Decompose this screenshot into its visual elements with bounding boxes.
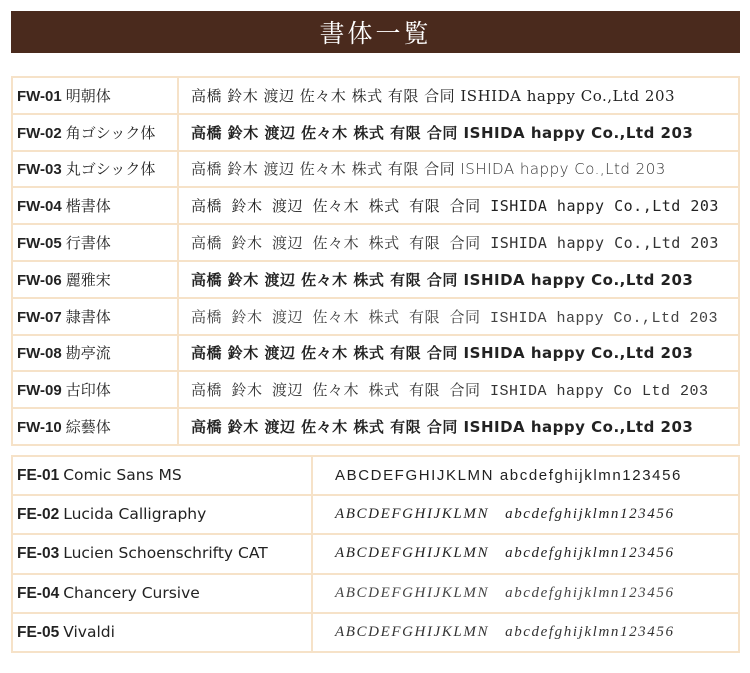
table-row <box>12 187 739 224</box>
table-row <box>12 408 739 445</box>
font-name: 丸ゴシック体 <box>65 160 156 179</box>
font-code: FW-04 <box>17 198 62 216</box>
font-label-cell <box>12 371 178 408</box>
font-code: FW-06 <box>17 271 62 289</box>
table-row <box>12 114 739 151</box>
font-name: 隷書体 <box>65 307 111 326</box>
font-sample: ABCDEFGHIJKLMN abcdefghijklmn123456 <box>312 574 739 613</box>
english-font-table <box>11 455 740 653</box>
table-row <box>12 534 739 573</box>
font-sample: 高橋 鈴木 渡辺 佐々木 株式 有限 合同 ISHIDA happy Co Ltd 203 <box>178 371 739 408</box>
page-header <box>11 11 740 53</box>
font-name: 楷書体 <box>65 197 111 216</box>
font-code: FE-05 <box>17 623 60 641</box>
font-name: Lucien Schoenschrifty CAT <box>63 544 268 563</box>
font-label-cell <box>12 613 312 652</box>
font-name: 明朝体 <box>65 86 111 105</box>
font-label-cell <box>12 534 312 573</box>
table-row <box>12 224 739 261</box>
font-label-cell <box>12 151 178 188</box>
font-code: FW-05 <box>17 235 62 253</box>
font-label-cell <box>12 77 178 114</box>
font-sample: 高橋 鈴木 渡辺 佐々木 株式 有限 合同 ISHIDA happy Co.,Ltd 203 <box>178 187 739 224</box>
font-sample: ABCDEFGHIJKLMN abcdefghijklmn123456 <box>312 495 739 534</box>
font-label-cell <box>12 495 312 534</box>
font-sample: 高橋 鈴木 渡辺 佐々木 株式 有限 合同 ISHIDA happy Co.,Ltd 203 <box>178 261 739 298</box>
table-row <box>12 298 739 335</box>
table-row <box>12 574 739 613</box>
font-label-cell <box>12 335 178 372</box>
font-label-cell <box>12 408 178 445</box>
font-code: FE-02 <box>17 506 60 524</box>
font-code: FW-02 <box>17 124 62 142</box>
font-sample: 高橋 鈴木 渡辺 佐々木 株式 有限 合同 ISHIDA happy Co.,Ltd 203 <box>178 335 739 372</box>
font-code: FW-10 <box>17 419 62 437</box>
table-row <box>12 261 739 298</box>
font-label-cell <box>12 261 178 298</box>
font-label-cell <box>12 224 178 261</box>
table-row <box>12 371 739 408</box>
font-sample: 高橋 鈴木 渡辺 佐々木 株式 有限 合同 ISHIDA happy Co.,Ltd 203 <box>178 77 739 114</box>
table-row <box>12 613 739 652</box>
font-name: 綜藝体 <box>65 418 111 437</box>
font-code: FW-03 <box>17 161 62 179</box>
font-code: FW-01 <box>17 87 62 105</box>
font-label-cell <box>12 574 312 613</box>
font-name: 古印体 <box>65 381 111 400</box>
font-name: 行書体 <box>65 234 111 253</box>
font-sample: ABCDEFGHIJKLMN abcdefghijklmn123456 <box>312 613 739 652</box>
font-code: FW-09 <box>17 382 62 400</box>
table-row <box>12 495 739 534</box>
page-title: 書体一覧 <box>319 19 432 48</box>
font-label-cell <box>12 298 178 335</box>
font-sample: 高橋 鈴木 渡辺 佐々木 株式 有限 合同 ISHIDA happy Co.,Ltd 203 <box>178 298 739 335</box>
font-name: 勘亭流 <box>65 344 111 363</box>
table-row <box>12 335 739 372</box>
font-name: 角ゴシック体 <box>65 123 156 142</box>
font-name: Chancery Cursive <box>63 583 200 602</box>
font-name: Vivaldi <box>63 622 115 641</box>
font-code: FW-07 <box>17 308 62 326</box>
font-code: FE-01 <box>17 467 60 485</box>
japanese-font-table <box>11 76 740 446</box>
font-sample: 高橋 鈴木 渡辺 佐々木 株式 有限 合同 ISHIDA happy Co.,Ltd 203 <box>178 224 739 261</box>
font-sample: 高橋 鈴木 渡辺 佐々木 株式 有限 合同 ISHIDA happy Co.,Ltd 203 <box>178 114 739 151</box>
font-name: 麗雅宋 <box>65 270 111 289</box>
font-sample: 高橋 鈴木 渡辺 佐々木 株式 有限 合同 ISHIDA happy Co.,Ltd 203 <box>178 151 739 188</box>
font-name: Lucida Calligraphy <box>63 505 207 524</box>
table-row <box>12 456 739 495</box>
font-code: FE-03 <box>17 545 60 563</box>
table-row <box>12 77 739 114</box>
font-sample: 高橋 鈴木 渡辺 佐々木 株式 有限 合同 ISHIDA happy Co.,Ltd 203 <box>178 408 739 445</box>
table-row <box>12 151 739 188</box>
font-sample: ABCDEFGHIJKLMN abcdefghijklmn123456 <box>312 456 739 495</box>
font-code: FE-04 <box>17 584 60 602</box>
font-code: FW-08 <box>17 345 62 363</box>
font-sample: ABCDEFGHIJKLMN abcdefghijklmn123456 <box>312 534 739 573</box>
font-label-cell <box>12 187 178 224</box>
font-label-cell <box>12 456 312 495</box>
font-label-cell <box>12 114 178 151</box>
font-name: Comic Sans MS <box>63 466 182 485</box>
